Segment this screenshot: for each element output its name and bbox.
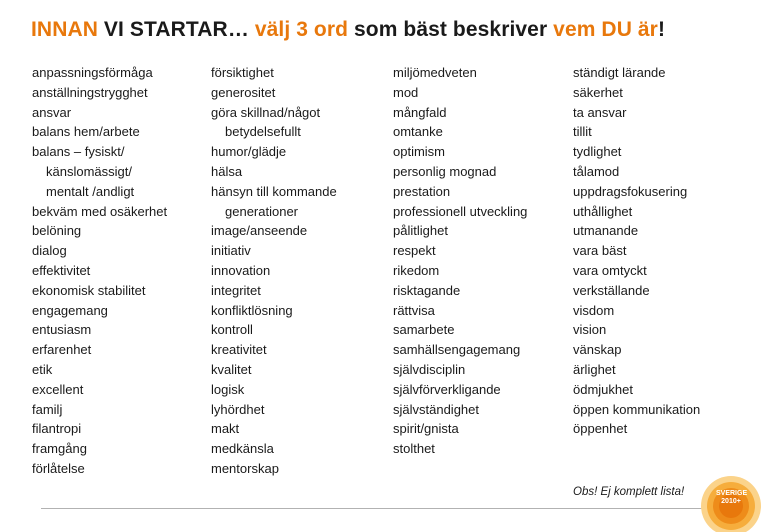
word-text: självförverkligande (393, 381, 501, 397)
word-item (211, 162, 386, 182)
incomplete-list-note: Obs! Ej komplett lista! (573, 486, 685, 498)
word-text: uppdragsfokusering (573, 183, 688, 199)
word-text: mod (393, 84, 419, 100)
word-column-3 (393, 63, 563, 459)
word-text: stolthet (393, 441, 435, 457)
word-text: image/anseende (211, 223, 308, 239)
word-text: rättvisa (393, 302, 435, 318)
word-text: samarbete (393, 322, 455, 338)
word-text: vänskap (573, 342, 622, 358)
word-text: tydlighet (573, 144, 622, 160)
word-text: initiativ (211, 243, 251, 259)
word-item (393, 360, 563, 380)
word-text: medkänsla (211, 441, 274, 457)
word-item (573, 221, 743, 241)
word-item (393, 340, 563, 360)
word-item (393, 122, 563, 142)
word-text: excellent (32, 381, 84, 397)
word-text: ödmjukhet (573, 381, 633, 397)
word-text: samhällsengagemang (393, 342, 521, 358)
word-text: ärlighet (573, 361, 616, 377)
word-item (573, 83, 743, 103)
word-text: lyhördhet (211, 401, 265, 417)
title-part-innan: INNAN (31, 18, 98, 41)
word-item (393, 202, 563, 222)
word-item (393, 162, 563, 182)
word-text: prestation (393, 183, 451, 199)
word-item (32, 63, 202, 83)
word-column-2 (211, 63, 386, 479)
word-text: öppen kommunikation (573, 401, 701, 417)
word-item (211, 320, 386, 340)
word-item (211, 261, 386, 281)
word-text: verkställande (573, 282, 650, 298)
word-item (573, 103, 743, 123)
title-part-vi-startar: VI STARTAR… (98, 18, 249, 41)
word-item (393, 419, 563, 439)
word-text: familj (32, 401, 63, 417)
word-text: vision (573, 322, 607, 338)
word-item (211, 63, 386, 83)
word-text: utmanande (573, 223, 639, 239)
word-text: respekt (393, 243, 436, 259)
word-item (573, 202, 743, 222)
word-item (32, 419, 202, 439)
word-item (32, 340, 202, 360)
word-item (211, 142, 386, 162)
word-text: göra skillnad/något (211, 104, 321, 120)
word-item (32, 103, 202, 123)
word-text: optimism (393, 144, 446, 160)
word-text: förlåtelse (32, 460, 85, 476)
word-item (393, 320, 563, 340)
word-item (573, 301, 743, 321)
word-item (211, 340, 386, 360)
word-item (573, 281, 743, 301)
word-text: framgång (32, 441, 87, 457)
word-item (573, 380, 743, 400)
word-text-continuation: betydelsefullt (225, 124, 301, 140)
title-part-valj-3-ord: välj 3 ord (248, 18, 349, 41)
word-column-4 (573, 63, 743, 439)
word-item (393, 182, 563, 202)
word-text: personlig mognad (393, 163, 497, 179)
word-text: filantropi (32, 421, 82, 437)
word-item (573, 261, 743, 281)
footer-divider (41, 508, 741, 509)
word-item (32, 241, 202, 261)
logo-text-line-1: SVERIGE (716, 490, 748, 497)
word-text: mångfald (393, 104, 447, 120)
word-text: ekonomisk stabilitet (32, 282, 146, 298)
word-text: effektivitet (32, 262, 91, 278)
logo-text-line-2: 2010+ (721, 498, 741, 505)
word-item (573, 142, 743, 162)
word-item (573, 419, 743, 439)
word-item (393, 63, 563, 83)
word-item (32, 122, 202, 142)
word-text: omtanke (393, 124, 443, 140)
word-item (573, 63, 743, 83)
word-item (573, 182, 743, 202)
word-item (573, 340, 743, 360)
word-text: balans – fysiskt/ (32, 144, 125, 160)
word-text: konfliktlösning (211, 302, 293, 318)
word-text: ständigt lärande (573, 65, 666, 80)
word-text: ta ansvar (573, 104, 627, 120)
word-text-continuation: känslomässigt/ (46, 163, 132, 179)
title-part-som-bast: som bäst beskriver (348, 18, 548, 41)
word-text: tålamod (573, 163, 620, 179)
word-item (211, 301, 386, 321)
word-text: etik (32, 361, 53, 377)
word-text: engagemang (32, 302, 108, 318)
word-text: hänsyn till kommande (211, 183, 337, 199)
word-text: mentorskap (211, 460, 279, 476)
word-text: uthållighet (573, 203, 633, 219)
word-item (32, 202, 202, 222)
word-item (393, 142, 563, 162)
word-item (393, 221, 563, 241)
word-text: spirit/gnista (393, 421, 459, 437)
word-item (393, 83, 563, 103)
page-title (31, 18, 665, 42)
title-part-exclamation: ! (657, 18, 666, 41)
word-item (211, 182, 386, 222)
word-text: balans hem/arbete (32, 124, 140, 140)
word-text: belöning (32, 223, 82, 239)
word-text: vara bäst (573, 243, 627, 259)
word-item (573, 122, 743, 142)
word-text: generositet (211, 84, 276, 100)
word-item (32, 400, 202, 420)
word-item (393, 281, 563, 301)
word-item (211, 380, 386, 400)
word-text: ansvar (32, 104, 72, 120)
word-column-1 (32, 63, 202, 479)
word-item (32, 281, 202, 301)
word-item (393, 301, 563, 321)
word-text: anpassningsförmåga (32, 65, 153, 80)
word-text: logisk (211, 381, 245, 397)
word-text: kvalitet (211, 361, 252, 377)
word-text: öppenhet (573, 421, 628, 437)
word-item (573, 360, 743, 380)
word-item (32, 360, 202, 380)
word-item (211, 400, 386, 420)
word-item (211, 360, 386, 380)
word-item (211, 281, 386, 301)
word-item (32, 221, 202, 241)
word-text: miljömedveten (393, 65, 477, 80)
word-text: kontroll (211, 322, 253, 338)
word-text: humor/glädje (211, 144, 287, 160)
title-part-vem-du-ar: vem DU är (547, 18, 658, 41)
word-text: makt (211, 421, 240, 437)
word-item (32, 142, 202, 201)
word-item (393, 380, 563, 400)
word-text: integritet (211, 282, 261, 298)
word-item (393, 400, 563, 420)
word-item (32, 439, 202, 459)
word-text: rikedom (393, 262, 440, 278)
word-text: innovation (211, 262, 271, 278)
word-item (32, 459, 202, 479)
word-item (32, 83, 202, 103)
word-text: entusiasm (32, 322, 92, 338)
word-item (211, 459, 386, 479)
word-text: professionell utveckling (393, 203, 528, 219)
word-text: självdisciplin (393, 361, 466, 377)
word-text: erfarenhet (32, 342, 92, 358)
word-item (573, 162, 743, 182)
word-item (211, 103, 386, 143)
word-text: pålitlighet (393, 223, 448, 239)
word-item (393, 103, 563, 123)
word-item (573, 320, 743, 340)
word-text: kreativitet (211, 342, 267, 358)
word-item (393, 439, 563, 459)
word-item (211, 419, 386, 439)
word-item (573, 241, 743, 261)
word-text: säkerhet (573, 84, 623, 100)
word-text: tillit (573, 124, 592, 140)
word-text: hälsa (211, 163, 243, 179)
word-item (211, 241, 386, 261)
word-item (32, 301, 202, 321)
word-item (32, 380, 202, 400)
sverige-2010-logo (700, 474, 768, 532)
word-text-continuation: mentalt /andligt (46, 183, 135, 199)
word-item (32, 261, 202, 281)
word-text: bekväm med osäkerhet (32, 203, 168, 219)
word-item (393, 261, 563, 281)
word-item (211, 221, 386, 241)
word-item (211, 439, 386, 459)
word-text: visdom (573, 302, 615, 318)
word-text: vara omtyckt (573, 262, 647, 278)
word-text: anställningstrygghet (32, 84, 148, 100)
word-text: självständighet (393, 401, 479, 417)
word-item (393, 241, 563, 261)
word-item (211, 83, 386, 103)
word-text: risktagande (393, 282, 461, 298)
word-item (573, 400, 743, 420)
word-text-continuation: generationer (225, 203, 298, 219)
word-text: dialog (32, 243, 67, 259)
word-text: försiktighet (211, 65, 274, 80)
word-item (32, 320, 202, 340)
